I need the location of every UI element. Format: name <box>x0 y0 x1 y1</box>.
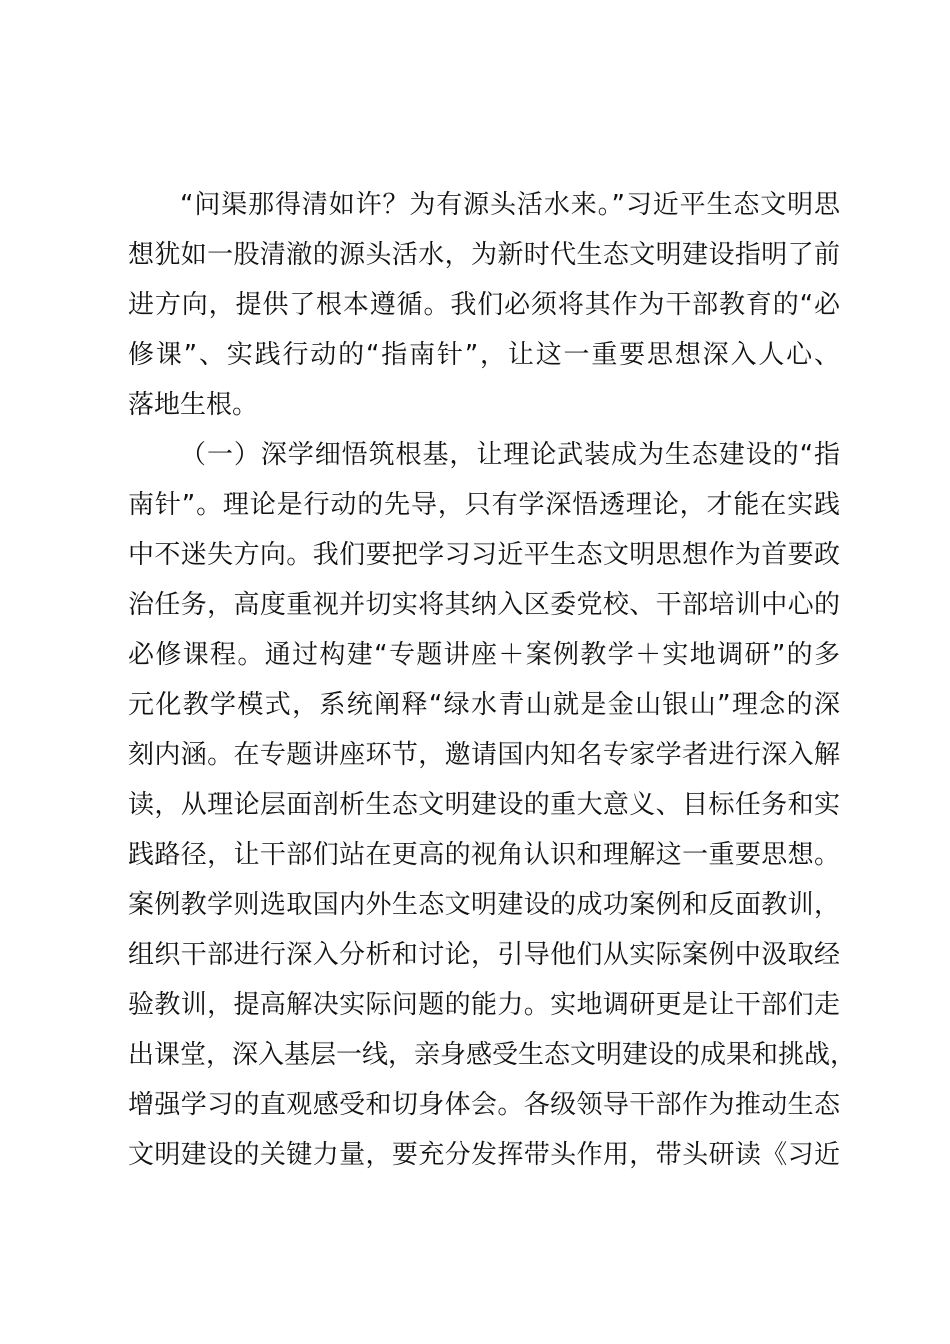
text-line: 元化教学模式，系统阐释“绿水青山就是金山银山”理念的深 <box>128 690 840 720</box>
text-line: 读，从理论层面剖析生态文明建设的重大意义、目标任务和实 <box>128 790 840 820</box>
text-line: 中不迷失方向。我们要把学习习近平生态文明思想作为首要政 <box>128 540 840 570</box>
document-body <box>128 180 857 1230</box>
text-line: 必修课程。通过构建“专题讲座＋案例教学＋实地调研”的多 <box>128 640 840 670</box>
text-line: 刻内涵。在专题讲座环节，邀请国内知名专家学者进行深入解 <box>128 740 840 770</box>
text-line: 验教训，提高解决实际问题的能力。实地调研更是让干部们走 <box>128 990 840 1020</box>
text-line: 治任务，高度重视并切实将其纳入区委党校、干部培训中心的 <box>128 590 840 620</box>
section-heading-line: （一）深学细悟筑根基，让理论武装成为生态建设的“指 <box>180 440 840 470</box>
text-line: 进方向，提供了根本遵循。我们必须将其作为干部教育的“必 <box>128 290 840 320</box>
text-line: 出课堂，深入基层一线，亲身感受生态文明建设的成果和挑战， <box>128 1040 857 1070</box>
paragraph-intro <box>128 180 840 430</box>
text-line: 组织干部进行深入分析和讨论，引导他们从实际案例中汲取经 <box>128 940 840 970</box>
text-line: 文明建设的关键力量，要充分发挥带头作用，带头研读《习近 <box>128 1140 840 1170</box>
text-line: “问渠那得清如许？为有源头活水来。”习近平生态文明思 <box>180 190 840 220</box>
text-line: 想犹如一股清澈的源头活水，为新时代生态文明建设指明了前 <box>128 240 840 270</box>
text-line: 践路径，让干部们站在更高的视角认识和理解这一重要思想。 <box>128 840 840 870</box>
text-line: 落地生根。 <box>128 390 259 420</box>
text-line: 案例教学则选取国内外生态文明建设的成功案例和反面教训， <box>128 890 840 920</box>
text-line: 增强学习的直观感受和切身体会。各级领导干部作为推动生态 <box>128 1090 840 1120</box>
paragraph-section-one <box>128 430 857 1230</box>
text-line: 南针”。理论是行动的先导，只有学深悟透理论，才能在实践 <box>128 490 840 520</box>
text-line: 修课”、实践行动的“指南针”，让这一重要思想深入人心、 <box>128 340 840 370</box>
text-line <box>128 1180 840 1230</box>
